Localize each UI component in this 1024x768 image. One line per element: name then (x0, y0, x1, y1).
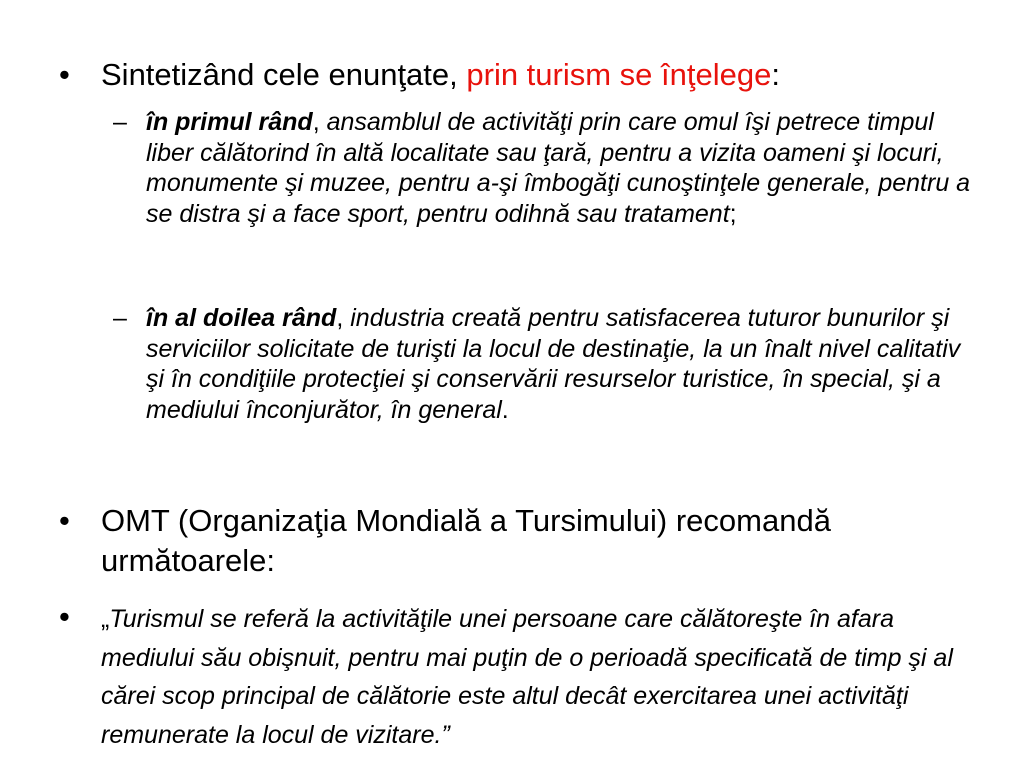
dash-marker: – (113, 304, 127, 332)
subbullet-end: . (501, 395, 509, 424)
highlight-text: prin turism se înţelege (466, 57, 772, 92)
bullet-omt-recommendation (59, 501, 931, 581)
subbullet-body: ansamblul de activităţi prin care omul îşi petrece timpul liber călătorind în altă localitate sau ţară, pentru a vizita oameni şi locuri, monumente şi muzee, pentru a-şi îmbogăţi cunoştinţele generale, pentru a se distra şi a face sport, pentru odihnă sau tratament (146, 108, 971, 228)
subbullet-first-meaning (113, 107, 976, 229)
subbullet-end: ; (729, 199, 737, 228)
subbullet-second-meaning (113, 303, 976, 425)
bullet-text-intro: Sintetizând cele enunţate, (101, 57, 467, 92)
subbullet-comma: , (336, 304, 351, 332)
subbullet-body: industria creată pentru satisfacerea tuturor bunurilor şi serviciilor solicitate de turişti la locul de destinaţie, la un înalt nivel calitativ şi în condiţiile protecţiei şi conservării resurselor turistice, în special, şi a mediului înconjurător, în general (146, 304, 961, 424)
bullet-marker: • (59, 503, 70, 538)
open-quote: „ (101, 605, 110, 633)
quote-body: Turismul se referă la activităţile unei persoane care călătoreşte în afara mediului său obişnuit, pentru mai puţin de o perioadă specificată de timp şi al cărei scop principal de călătorie este altul decât exercitarea unei activităţi remunerate la locul de vizitare.” (101, 605, 953, 749)
bullet-marker: • (59, 57, 70, 92)
bullet-tourism-definition (59, 55, 981, 95)
bullet-omt-quote (59, 599, 981, 754)
subbullet-comma: , (312, 108, 327, 136)
bullet-marker: • (59, 599, 70, 634)
subbullet-lead: în al doilea rând (146, 304, 337, 332)
bullet-text: OMT (Organizaţia Mondială a Tursimului) recomandă următoarele: (101, 503, 831, 578)
bullet-colon: : (771, 57, 780, 92)
dash-marker: – (113, 108, 127, 136)
subbullet-lead: în primul rând (146, 108, 313, 136)
